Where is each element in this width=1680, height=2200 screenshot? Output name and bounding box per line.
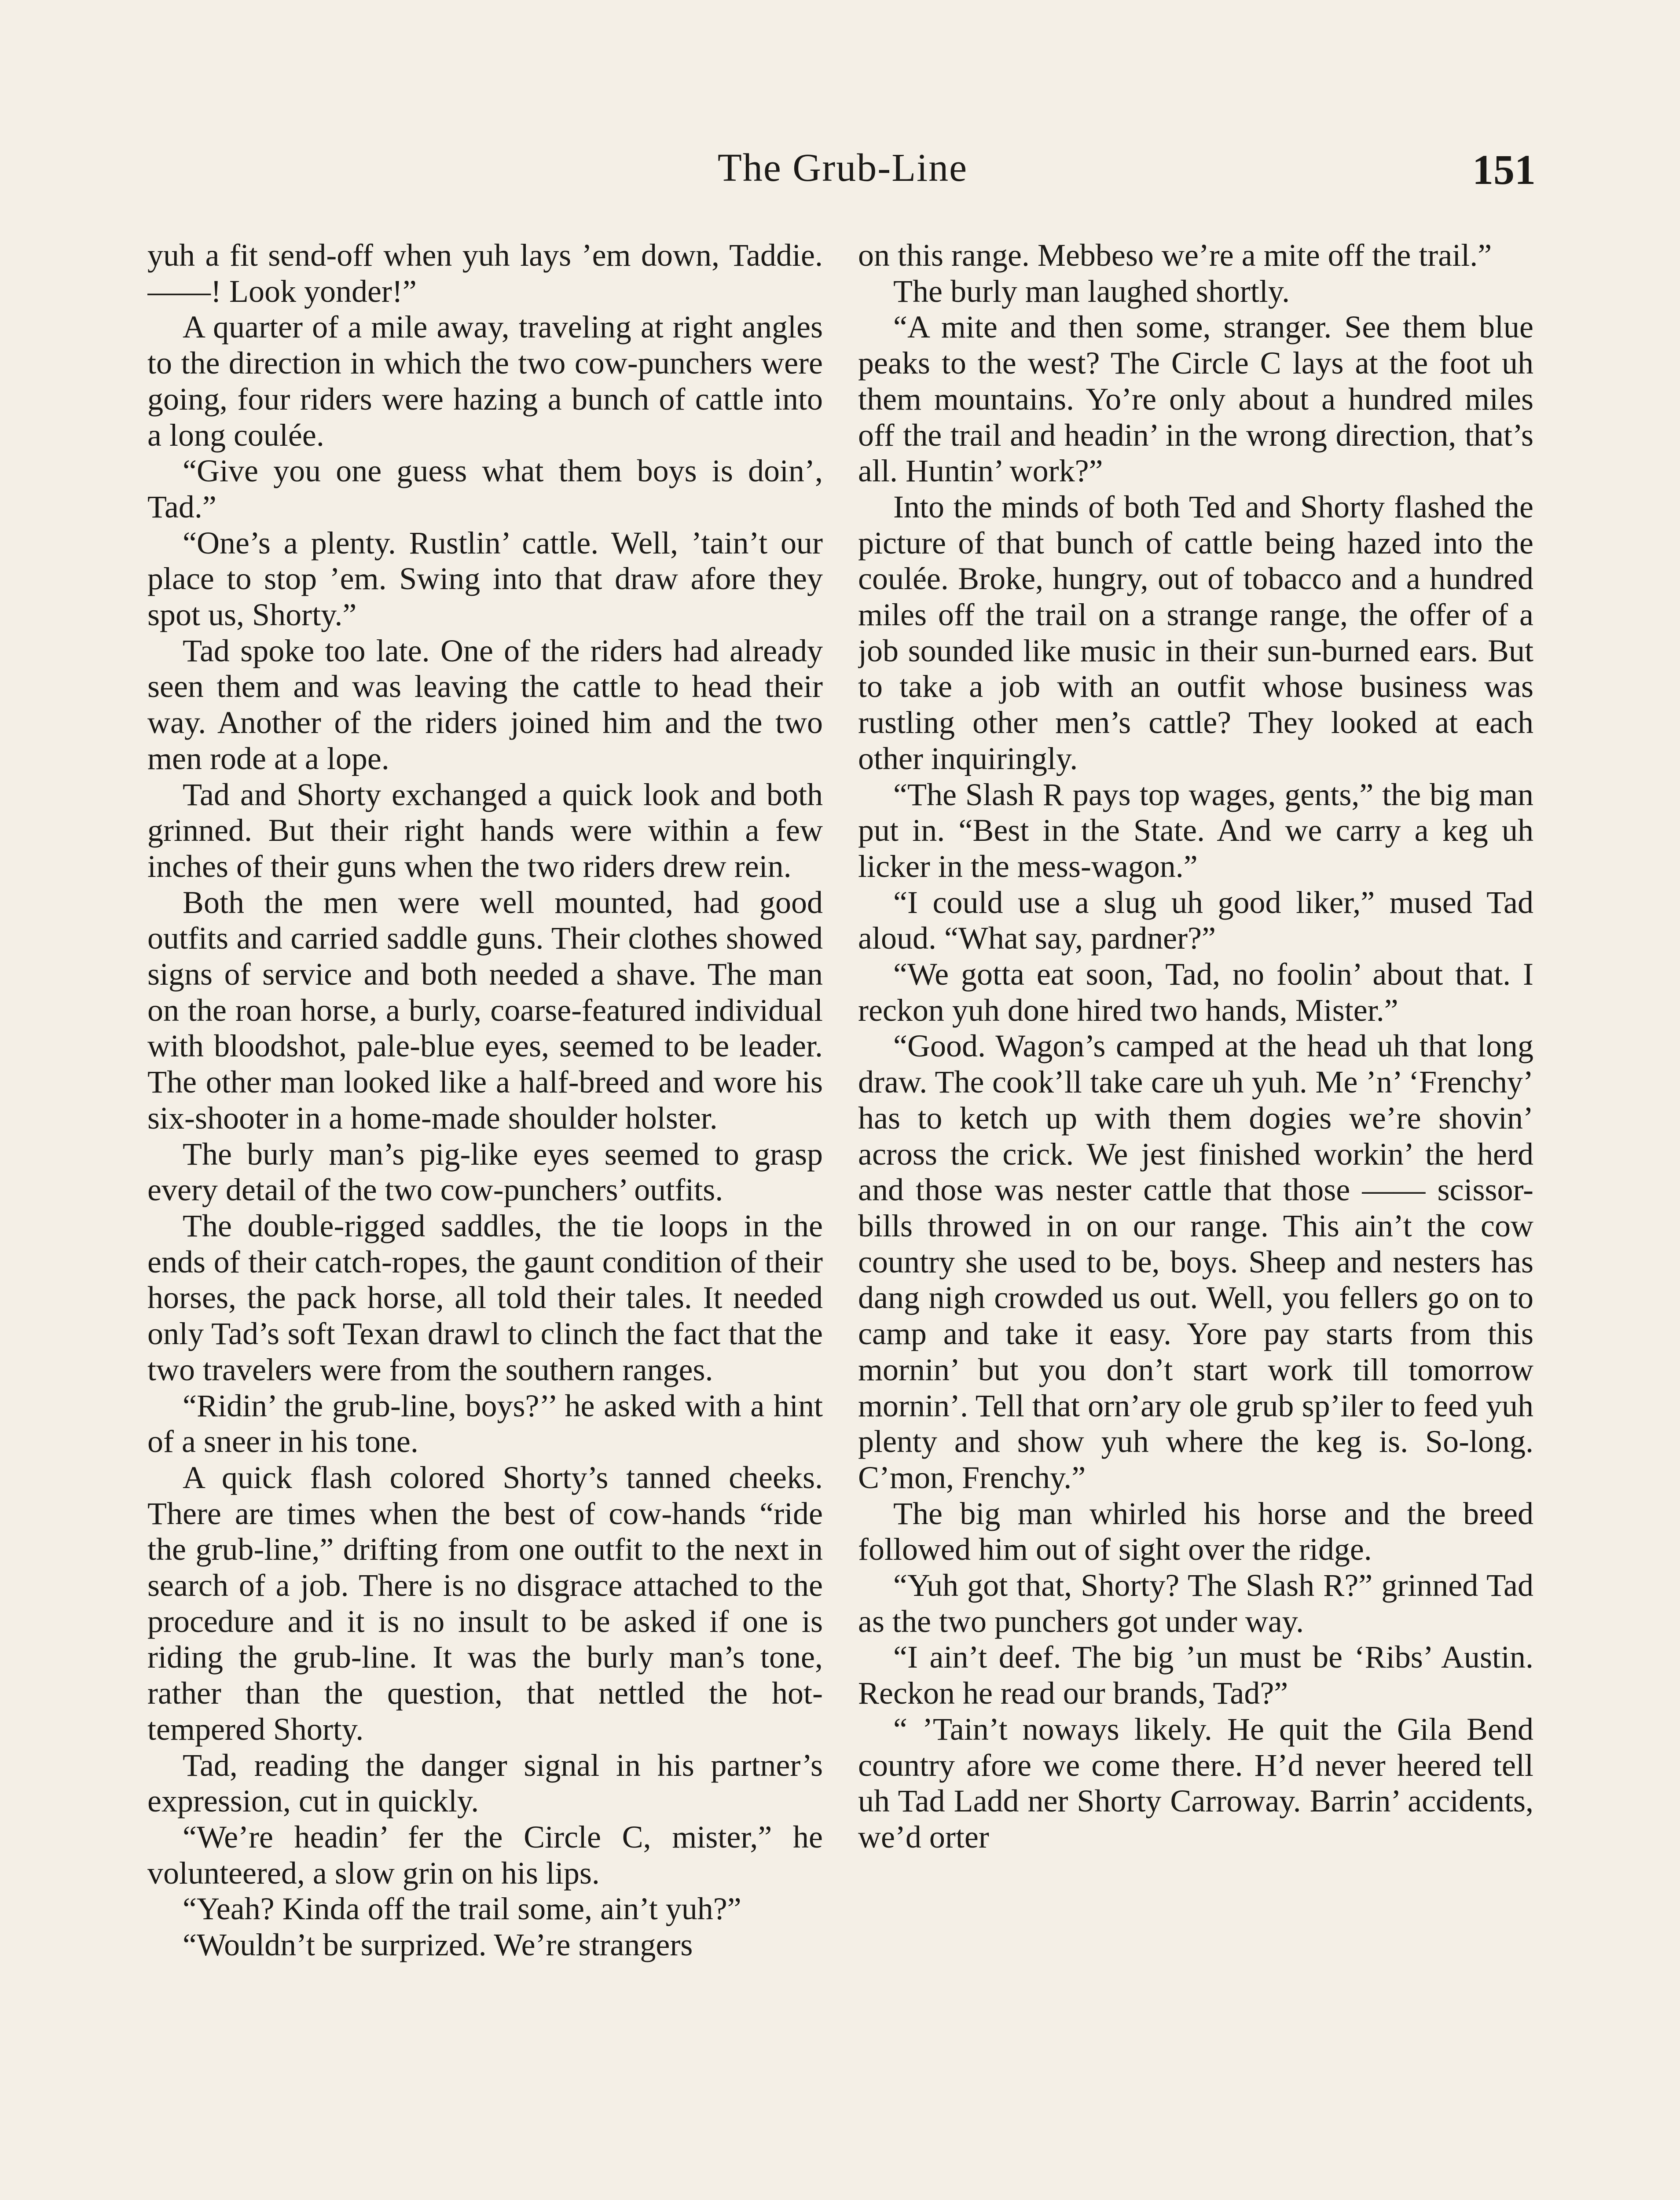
paragraph: “We gotta eat soon, Tad, no foolin’ about that. I reckon yuh done hired two hands, Mister.” xyxy=(858,957,1533,1028)
paragraph: yuh a fit send-off when yuh lays ’em down, Taddie. ——! Look yonder!” xyxy=(147,238,823,309)
text-columns xyxy=(147,238,1533,2200)
page-number: 151 xyxy=(1472,146,1536,193)
paragraph: Into the minds of both Ted and Shorty flashed the picture of that bunch of cattle being hazed into the coulée. Broke, hungry, out of tobacco and a hundred miles off the trail on a strange range, the offer of a job sounded like music in their sun-burned ears. But to take a job with an outfit whose business was rustling other men’s cattle? They looked at each other inquiringly. xyxy=(858,489,1533,776)
paragraph: “ ’Tain’t noways likely. He quit the Gila Bend country afore we come there. H’d never heered tell uh Tad Ladd ner Shorty Carroway. Barrin’ accidents, we’d orter xyxy=(858,1711,1533,1855)
paragraph: “Yeah? Kinda off the trail some, ain’t yuh?” xyxy=(183,1891,741,1927)
paragraph: “I could use a slug uh good liker,” mused Tad aloud. “What say, pardner?” xyxy=(858,884,1533,956)
paragraph: A quick flash colored Shorty’s tanned cheeks. There are times when the best of cow-hands “ride the grub-line,” drifting from one outfit to the next in search of a job. There is no disgrace attached to the procedure and it is no insult to be asked if one is riding the grub-line. It was the burly man’s tone, rather than the question, that nettled the hot-tempered Shorty. xyxy=(147,1459,823,1747)
paragraph: A quarter of a mile away, traveling at right angles to the direction in which the two cow-punchers were going, four riders were hazing a bunch of cattle into a long coulée. xyxy=(147,309,823,453)
paragraph: Tad spoke too late. One of the riders had already seen them and was leaving the cattle to head their way. Another of the riders joined him and the two men rode at a lope. xyxy=(147,633,823,776)
left-column xyxy=(147,238,823,2200)
running-head-title: The Grub-Line xyxy=(717,146,968,190)
right-column xyxy=(858,238,1533,2200)
paragraph: Tad, reading the danger signal in his partner’s expression, cut in quickly. xyxy=(147,1747,823,1819)
paragraph: “Ridin’ the grub-line, boys?’’ he asked with a hint of a sneer in his tone. xyxy=(147,1388,823,1459)
paragraph: “Wouldn’t be surprized. We’re strangers xyxy=(183,1927,693,1963)
paragraph: “The Slash R pays top wages, gents,” the big man put in. “Best in the State. And we carry a keg uh licker in the mess-wagon.” xyxy=(858,777,1533,884)
paragraph: The burly man’s pig-like eyes seemed to grasp every detail of the two cow-punchers’ outfits. xyxy=(147,1136,823,1208)
paragraph: Tad and Shorty exchanged a quick look and both grinned. But their right hands were within a few inches of their guns when the two riders drew rein. xyxy=(147,777,823,884)
paragraph: The burly man laughed shortly. xyxy=(893,273,1290,309)
paragraph: on this range. Mebbeso we’re a mite off the trail.” xyxy=(858,238,1492,273)
paragraph: “One’s a plenty. Rustlin’ cattle. Well, ’tain’t our place to stop ’em. Swing into that draw afore they spot us, Shorty.” xyxy=(147,525,823,633)
paragraph: “Give you one guess what them boys is doin’, Tad.” xyxy=(147,453,823,524)
paragraph: The big man whirled his horse and the breed followed him out of sight over the ridge. xyxy=(858,1496,1533,1567)
paragraph: The double-rigged saddles, the tie loops in the ends of their catch-ropes, the gaunt condition of their horses, the pack horse, all told their tales. It needed only Tad’s soft Texan drawl to clinch the fact that the two travelers were from the southern ranges. xyxy=(147,1208,823,1387)
paragraph: “Yuh got that, Shorty? The Slash R?” grinned Tad as the two punchers got under way. xyxy=(858,1568,1533,1639)
paragraph: Both the men were well mounted, had good outfits and carried saddle guns. Their clothes showed signs of service and both needed a shave. The man on the roan horse, a burly, coarse-featured individual with bloodshot, pale-blue eyes, seemed to be leader. The other man looked like a half-breed and wore his six-shooter in a home-made shoulder holster. xyxy=(147,884,823,1136)
paragraph: “A mite and then some, stranger. See them blue peaks to the west? The Circle C lays at the foot uh them mountains. Yo’re only about a hundred miles off the trail and headin’ in the wrong direction, that’s all. Huntin’ work?” xyxy=(858,309,1533,489)
paragraph: “Good. Wagon’s camped at the head uh that long draw. The cook’ll take care uh yuh. Me ’n’ ‘Frenchy’ has to ketch up with them dogies we’re shovin’ across the crick. We jest finished workin’ the herd and those was nester cattle that those —— scissor-bills throwed in on our range. This ain’t the cow country she used to be, boys. Sheep and nesters has dang nigh crowded us out. Well, you fellers go on to camp and take it easy. Yore pay starts from this mornin’ but you don’t start work till tomorrow mornin’. Tell that orn’ary ole grub sp’iler to feed yuh plenty and show yuh where the keg is. So-long. C’mon, Frenchy.” xyxy=(858,1028,1533,1495)
page-header xyxy=(150,145,1536,211)
paragraph: “I ain’t deef. The big ’un must be ‘Ribs’ Austin. Reckon he read our brands, Tad?” xyxy=(858,1639,1533,1711)
paragraph: “We’re headin’ fer the Circle C, mister,” he volunteered, a slow grin on his lips. xyxy=(147,1819,823,1891)
